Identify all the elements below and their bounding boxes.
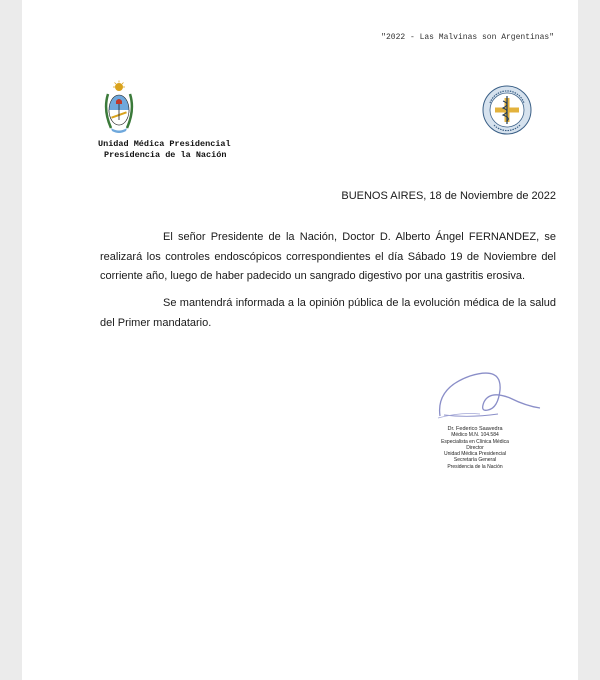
unit-name — [98, 139, 231, 161]
signer-office: Secretaría General — [453, 457, 497, 464]
signature-block — [420, 426, 530, 470]
unit-name-line2: Presidencia de la Nación — [104, 150, 227, 160]
signer-license: Médico M.N. 104.584 — [451, 432, 499, 439]
signature-scribble — [430, 368, 542, 426]
document-page — [22, 0, 578, 680]
signer-presidency: Presidencia de la Nación — [447, 463, 503, 470]
paragraph-2: Se mantendrá informada a la opinión pública de la evolución médica de la salud del Primer mandatario. — [100, 297, 556, 329]
paragraph-1: El señor Presidente de la Nación, Doctor D. Alberto Ángel FERNANDEZ, se realizará los controles endoscópicos correspondientes el día Sábado 19 de Noviembre del corriente año, luego de haber padecido un sangrado digestivo por una gastritis erosiva. — [100, 231, 556, 282]
signer-role: Director — [466, 444, 484, 451]
header-motto: "2022 - Las Malvinas son Argentinas" — [381, 33, 554, 42]
coat-of-arms-icon — [102, 80, 136, 136]
medical-unit-seal-icon — [482, 85, 532, 135]
signer-specialty: Especialista en Clínica Médica — [441, 438, 509, 445]
date-line: BUENOS AIRES, 18 de Noviembre de 2022 — [341, 190, 556, 202]
signer-unit: Unidad Médica Presidencial — [444, 451, 506, 458]
unit-name-line1: Unidad Médica Presidencial — [98, 139, 231, 149]
signer-name: Dr. Federico Saavedra — [447, 426, 503, 432]
